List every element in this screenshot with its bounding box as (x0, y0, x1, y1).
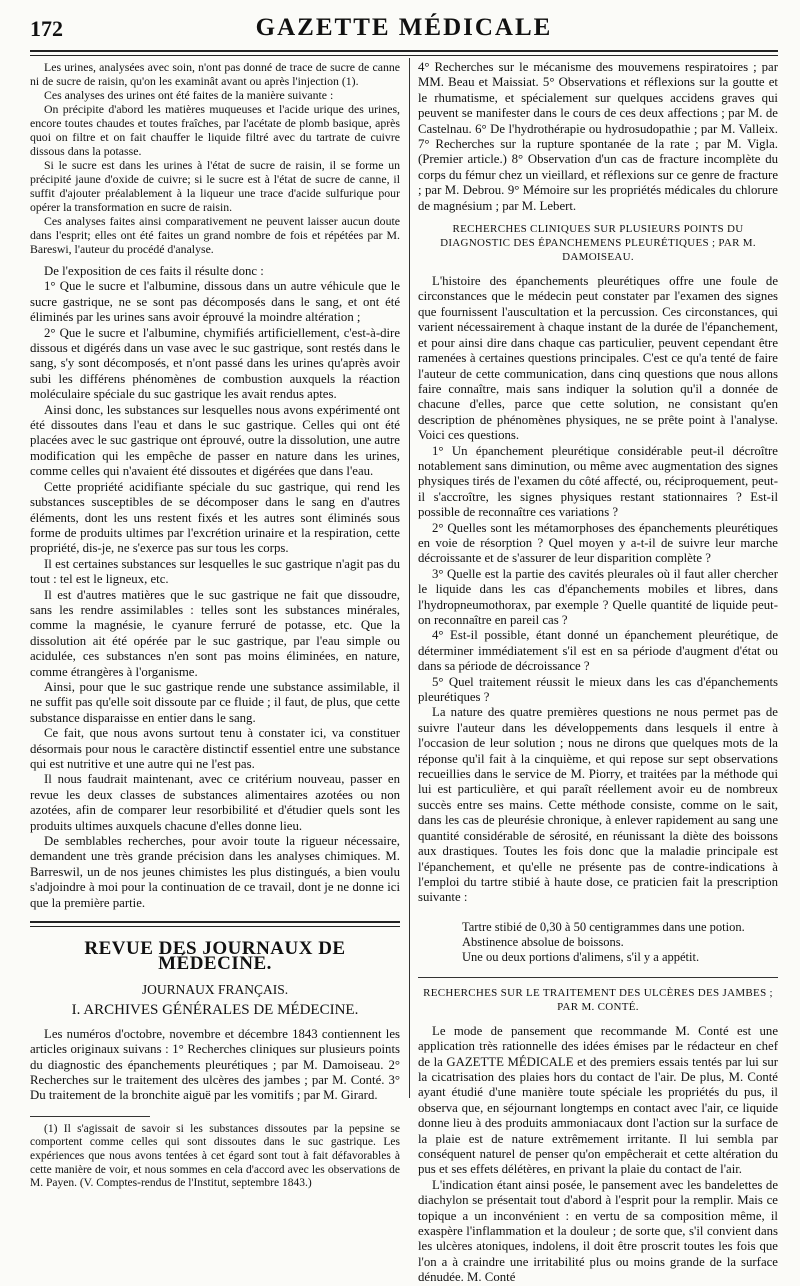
small-paragraph: Si le sucre est dans les urines à l'état de sucre de raisin, il se forme un précipité jaune d'oxide de cuivre; si le sucre est à l'état de sucre de canne, il suffit d'ajouter préalablement à la liqueur une trace d'acide sulfurique pour opérer la transformation en sucre de raisin. (30, 158, 400, 214)
paragraph: Il est d'autres matières que le suc gastrique ne fait que dissoudre, sans les rendre assimilables : telles sont les substances minérales, comme la magnésie, le cyanure ferruré de potasse, etc. Que la dissolution ait été opérée par le suc gastrique, par l'eau simple ou acidulée, ces substances n'en sont pas moins éliminées, en nature, comme étrangères à l'organisme. (30, 587, 400, 679)
small-paragraph: Les urines, analysées avec soin, n'ont pas donné de trace de sucre de canne ni de sucre de raisin, qu'on les examinât avant ou après l'injection (1). (30, 60, 400, 88)
continuation-paragraph: 4° Recherches sur le mécanisme des mouvemens respiratoires ; par MM. Beau et Maissiat. 5° Observations et réflexions sur la goutte et le rhumatisme, et spécialement sur quelques accidens graves qui peuvent se manifester dans le cours de ces deux affections ; par M. de Castelnau. 6° De l'hydrothérapie ou hydrosudopathie ; par M. Valleix. 7° Recherches sur la rupture spontanée de la rate ; par M. Vigla. (Premier article.) 8° Observation d'un cas de fracture incomplète du corps du fémur chez un vieillard, et réflexions sur ce genre de fracture ; par M. Debrou. 9° Mémoire sur les propriétés médicales du chlorure de magnésium ; par M. Lebert. (418, 60, 778, 213)
journal-title: GAZETTE MÉDICALE (255, 14, 553, 41)
section-rule (30, 921, 400, 923)
paragraph: 2° Que le sucre et l'albumine, chymifiés artificiellement, c'est-à-dire dissous et digérés dans un vase avec le suc gastrique, sont restés dans le sang, s'y sont décomposés, et n'ont passé dans les urines qu'après avoir subi les différens phénomènes de combustion auxquels la réaction moléculaire spéciale du suc gastrique les avait rendus aptes. (30, 325, 400, 402)
paragraph: Le mode de pansement que recommande M. Conté est une application très rationnelle des idées émises par le rédacteur en chef de la GAZETTE MÉDICALE et des premiers essais tentés par lui sur la cicatrisation des plaies hors du contact de l'air. De plus, M. Conté ayant étudié d'une manière toute spéciale les propriétés du pus, il observa que, en séjournant longtemps en contact avec l'air, ce liquide donne lieu à des produits ammoniacaux dont l'action sur la surface de la plaie est de nature extrêmement irritante. Il lui sembla par conséquent naturel de penser qu'on empêcherait et cette altération du pus et ses effets délétères, en privant la plaie du contact de l'air. (418, 1023, 778, 1177)
paragraph-italic: Ainsi, pour que le suc gastrique rende une substance assimilable, il ne suffit pas qu'elle soit dissoute par ce fluide ; il faut, de plus, que cette substance disparaisse en entier dans le sang. (30, 679, 400, 725)
prescription-line: Abstinence absolue de boissons. (462, 934, 624, 949)
paragraph: Il est certaines substances sur lesquelles le suc gastrique n'agit pas du tout : tel est le ligneux, etc. (30, 556, 400, 587)
header-rule-thin (30, 55, 778, 56)
paragraph: 5° Quel traitement réussit le mieux dans les cas d'épanchements pleurétiques ? (418, 674, 778, 705)
paragraph: 1° Un épanchement pleurétique considérable peut-il décroître notablement sans diminution, ou même avec augmentation des signes physiques tirés de l'examen du côté affecté, ou, réciproquement, peut-il s'accroître, les signes physiques restant stationnaires ? Est-il possible de reconnaître ces variations ? (418, 443, 778, 520)
header-rule (30, 50, 778, 52)
article-title: RECHERCHES SUR LE TRAITEMENT DES ULCÈRES DES JAMBES ; PAR M. CONTÉ. (423, 986, 773, 1013)
prescription-block (462, 920, 778, 965)
page-number: 172 (30, 16, 63, 41)
review-subtitle: JOURNAUX FRANÇAIS. (141, 981, 289, 997)
paragraph: L'histoire des épanchements pleurétiques offre une foule de circonstances que le médecin peut constater par l'examen des signes que fournissent l'auscultation et la percussion. Ces circonstances, qui varient nécessairement à chaque instant de la durée de l'épanchement, et pour ainsi dire dans chaque cas particulier, peuvent cependant être ramenées à certaines questions principales. C'est ce qu'a tenté de faire l'auteur de cette communication, dans cinq questions que nous allons faire connaître, mais sans indiquer la solution qu'il a donnée de chacune d'elles, parce que cette solution, ne consistant qu'en description de phénomènes physiques, ne se prête point à l'analyse. Voici ces questions. (418, 274, 778, 443)
paragraph: Ce fait, que nous avons surtout tenu à constater ici, va constituer désormais pour nous le caractère distinctif essentiel entre une substance qui est nutritive et une autre qui ne l'est pas. (30, 726, 400, 771)
paragraph: Ainsi donc, les substances sur lesquelles nous avons expérimenté ont été dissoutes dans l'eau et dans le suc gastrique. Celles qui ont été placées avec le suc gastrique ont éprouvé, outre la dissolution, une autre modification qui les empêche de passer en nature dans les urines, comme celles qui n'avaient été dissoutes et digérées que dans l'eau. (30, 402, 400, 479)
prescription-line: Une ou deux portions d'alimens, s'il y a appétit. (462, 949, 700, 964)
paragraph: La nature des quatre premières questions ne nous permet pas de suivre l'auteur dans les développements dans lesquels il entre à l'occasion de leur solution ; nous ne dirons que quelques mots de la réponse qu'il fait à la cinquième, et qui repose sur sept observations recueillies dans le service de M. Piorry, et traitées par la méthode qui lui est particulière, et qui paraît réellement avoir eu de nombreux succès entre ses mains. Cette méthode consiste, comme on le sait, dans les cas de pleurésie chronique, à enlever rapidement au sang une quantité considérable de sérosité, en réunissant la diète des boissons aux drastiques. Toutes les fois donc que la maladie principale est l'épanchement, et qu'elle ne présente pas de contre-indications à l'emploi du tartre stibié à haute dose, ce praticien fait la prescription suivante : (418, 705, 778, 905)
archives-paragraph: Les numéros d'octobre, novembre et décembre 1843 contiennent les articles originaux suivans : 1° Recherches cliniques sur plusieurs points du diagnostic des épanchements pleurétiques ; par M. Damoiseau. 2° Recherches sur le traitement des ulcères des jambes ; par M. Conté. 3° Du traitement de la bronchite aiguë par les vomitifs ; par M. Girard. (30, 1026, 400, 1103)
archives-title: I. ARCHIVES GÉNÉRALES DE MÉDECINE. (71, 1002, 359, 1019)
paragraph: Cette propriété acidifiante spéciale du suc gastrique, qui rend les substances susceptibles de se décomposer dans le sang en d'autres éléments, dont les uns restent fixés et les autres sont éliminés sous forme de produits ultimes par l'excrétion urinaire et la respiration, cette propriété, dis-je, ne s'exerce pas sur tous les corps. (30, 479, 400, 556)
paragraph: Il nous faudrait maintenant, avec ce critérium nouveau, passer en revue les deux classes de substances alimentaires azotées ou non azotées, afin de comparer leur resorbibilité et d'étudier quels sont les produits ultimes auxquels chacune d'elles donne lieu. (30, 772, 400, 833)
small-paragraph: Ces analyses faites ainsi comparativement ne peuvent laisser aucun doute dans l'esprit; elles ont été faites un grand nombre de fois et répétées par M. Bareswi, l'auteur du procédé d'analyse. (30, 214, 400, 256)
paragraph: 4° Est-il possible, étant donné un épanchement pleurétique, de déterminer immédiatement s'il est en sa période d'augment d'état ou dans sa période de décroissance ? (418, 628, 778, 674)
article-title: RECHERCHES CLINIQUES SUR PLUSIEURS POINTS DU DIAGNOSTIC DES ÉPANCHEMENS PLEURÉTIQUES ; PAR M. DAMOISEAU. (440, 223, 756, 264)
footnote: (1) Il s'agissait de savoir si les substances dissoutes par la pepsine se comportent comme celles qui sont dissoutes dans le suc gastrique. Les expériences que nous avons tentées à cet égard sont tout à fait défavorables à cette manière de voir, et nous sommes en cela d'accord avec les observations de M. Payen. (V. Comptes-rendus de l'Institut, septembre 1843.) (30, 1122, 400, 1190)
footnote-rule (30, 1116, 150, 1117)
small-paragraph: On précipite d'abord les matières muqueuses et l'acide urique des urines, encore toutes chaudes et toutes fraîches, par l'acétate de plomb basique, après quoi on filtre et on fait chauffer le liquide filtré avec du tartrate de cuivre dissous dans la potasse. (30, 102, 400, 158)
paragraph: L'indication étant ainsi posée, le pansement avec les bandelettes de diachylon se présentait tout d'abord à l'esprit pour la remplir. Mais ce topique a un inconvénient : en vertu de sa composition même, il exaspère l'inflammation et la douleur ; de sorte que, s'il convient dans les ulcères atoniques, indolens, il doit être proscrit toutes les fois que l'on a à craindre une irritabilité plus ou moins grande de la surface dénudée. M. Conté (418, 1177, 778, 1285)
right-column (418, 60, 778, 1286)
paragraph: 1° Que le sucre et l'albumine, dissous dans un autre véhicule que le sucre gastrique, ne se sont pas décomposés dans le sang, et ont été éliminés par les urines sans avoir éprouvé la moindre altération ; (30, 279, 400, 325)
review-title: REVUE DES JOURNAUX DE MÉDECINE. (84, 938, 346, 975)
page-header (30, 14, 778, 46)
section-rule-thin (30, 926, 400, 927)
paragraph: 2° Quelles sont les métamorphoses des épanchements pleurétiques en voie de résorption ? Quel moyen y a-t-il de suivre leur marche décroissante et de s'assurer de leur disparition complète ? (418, 520, 778, 566)
paragraph: 3° Quelle est la partie des cavités pleurales où il faut aller chercher le liquide dans les cas d'épanchements mobiles et libres, dans l'hydropneumothorax, par exemple ? Quelle quantité de liquide peut-on reconnaître en pareil cas ? (418, 566, 778, 627)
small-paragraph: Ces analyses des urines ont été faites de la manière suivante : (44, 88, 334, 102)
column-divider (409, 58, 410, 1098)
paragraph: De l'exposition de ces faits il résulte donc : (44, 264, 264, 278)
paragraph: De semblables recherches, pour avoir toute la rigueur nécessaire, demandent une très grande précision dans les analyses chimiques. M. Barreswil, un de nos jeunes chimistes les plus distingués, a bien voulu s'adjoindre à moi pour la continuation de ce travail, dont je ne donne ici que la première partie. (30, 834, 400, 910)
article-separator (418, 977, 778, 978)
left-column (30, 60, 400, 1191)
prescription-line: Tartre stibié de 0,30 à 50 centigrammes dans une potion. (462, 919, 745, 934)
